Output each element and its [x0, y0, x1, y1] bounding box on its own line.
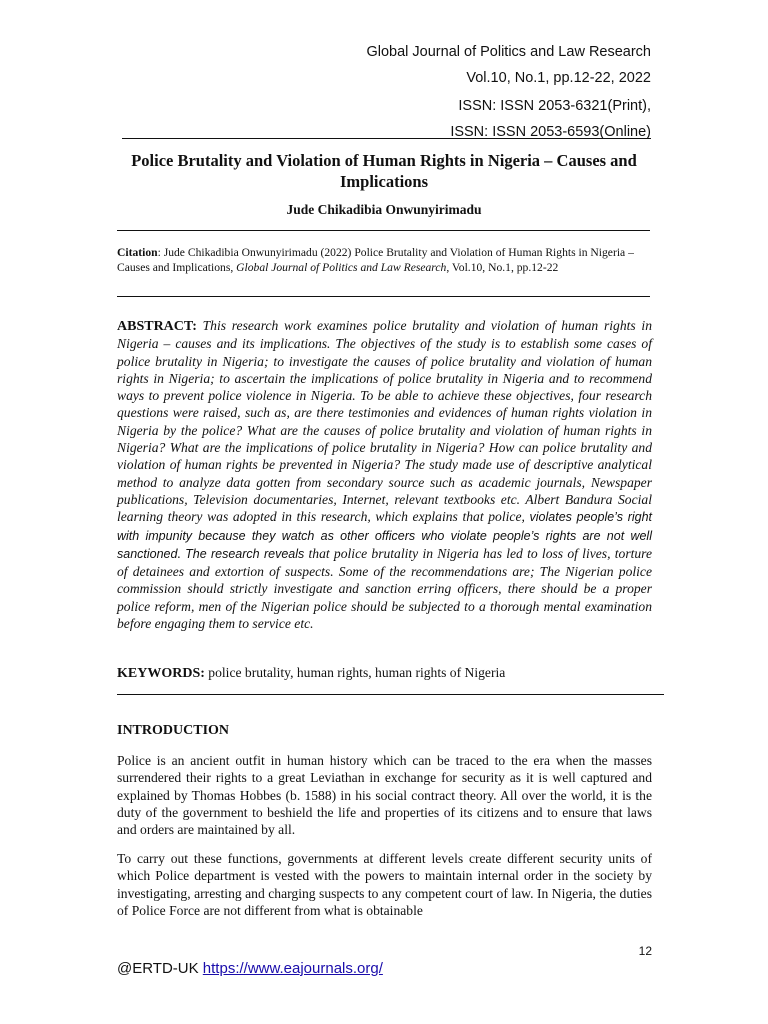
intro-paragraph-2: To carry out these functions, governments at different levels create different security units of which Police department is vested with the powers to maintain internal order in the society by investigating, arresting and charging suspects to any competent court of law. In Nigeria, the duties of Police Force are not different from what is obtainable [117, 851, 652, 918]
abstract-text-5: that police brutality in Nigeria has led to loss of lives, torture of detainees and extortion of suspects. Some of the recommendations are; The Nigerian police commission should strictly investigate and sanction erring officers, there should be a proper police reform, men of the Nigerian police should be subjected to a thorough mental examination before engaging them to service etc. [117, 545, 652, 632]
abstract-block [117, 317, 652, 632]
abstract-text-4: The research reveals [185, 546, 305, 561]
abstract-label: ABSTRACT: [117, 319, 197, 334]
citation-text-before: : Jude Chikadibia Onwunyirimadu (2022) Police Brutality and Violation of Human Rights in Nigeria – Causes and Implications, [117, 246, 634, 274]
citation-block [117, 245, 652, 275]
footer-url-link[interactable]: https://www.eajournals.org/ [202, 960, 383, 977]
abstract-text-1: This research work examines police brutality and violation of human rights in Nigeria – causes and its implications. The objectives of the study is to establish some cases of police brutality in Nigeria; to investigate the causes of police brutality and violation of human rights in Nigeria; to ascertain the implications of police brutality in Nigeria and to recommend ways to prevent police violence in Nigeria. To be able to achieve these objectives, four research questions were raised, such as, are there testimonies and evidences of human rights violation in Nigeria by the police? What are the causes of police brutality and violation of human rights in Nigeria? What are the implications of police brutality in Nigeria? How can police brutality and violation of human rights be prevented in Nigeria? The study made use of descriptive analytical method to analyze data gotten from secondary source such as academic journals, Newspaper publications, Television documentaries, Internet, relevant textbooks etc. Albert Bandura Social learning theory was adopted in this research, which explains that police, [117, 318, 652, 525]
citation-journal: Global Journal of Politics and Law Research [236, 261, 447, 274]
author-divider [117, 230, 650, 231]
header-divider [122, 138, 651, 139]
intro-paragraph-1: Police is an ancient outfit in human history which can be traced to the era when the masses surrendered their rights to a great Leviathan in exchange for security as it is well captured and explained by Thomas Hobbes (b. 1588) in his social contract theory. All over the world, it is the duty of the government to beshield the life and properties of its citizens and to ensure that laws and orders are maintained by all. [117, 753, 652, 838]
issn-print: ISSN: ISSN 2053-6321(Print), [458, 98, 651, 114]
keywords-label: KEYWORDS: [117, 666, 205, 681]
journal-volume: Vol.10, No.1, pp.12-22, 2022 [466, 70, 651, 86]
citation-divider [117, 296, 650, 297]
footer-publisher: @ERTD-UK [117, 960, 203, 977]
article-author: Jude Chikadibia Onwunyirimadu [286, 202, 482, 217]
abstract-text-2: violates people’s right with impunity because they watch as other officers who violate people’s rights are not well sanctioned [117, 510, 653, 561]
page-number: 12 [638, 944, 652, 958]
keywords-divider [117, 694, 664, 695]
introduction-heading: INTRODUCTION [117, 723, 230, 738]
journal-name: Global Journal of Politics and Law Research [366, 44, 651, 60]
keywords-text: police brutality, human rights, human rights of Nigeria [204, 665, 506, 680]
footer [117, 960, 383, 977]
citation-label: Citation [117, 246, 158, 259]
abstract-text-3: . [177, 545, 186, 561]
keywords-line [117, 665, 652, 682]
article-title: Police Brutality and Violation of Human Rights in Nigeria – Causes and Implications [131, 151, 637, 191]
issn-online: ISSN: ISSN 2053-6593(Online) [450, 124, 651, 140]
citation-text-after: , Vol.10, No.1, pp.12-22 [446, 261, 559, 274]
